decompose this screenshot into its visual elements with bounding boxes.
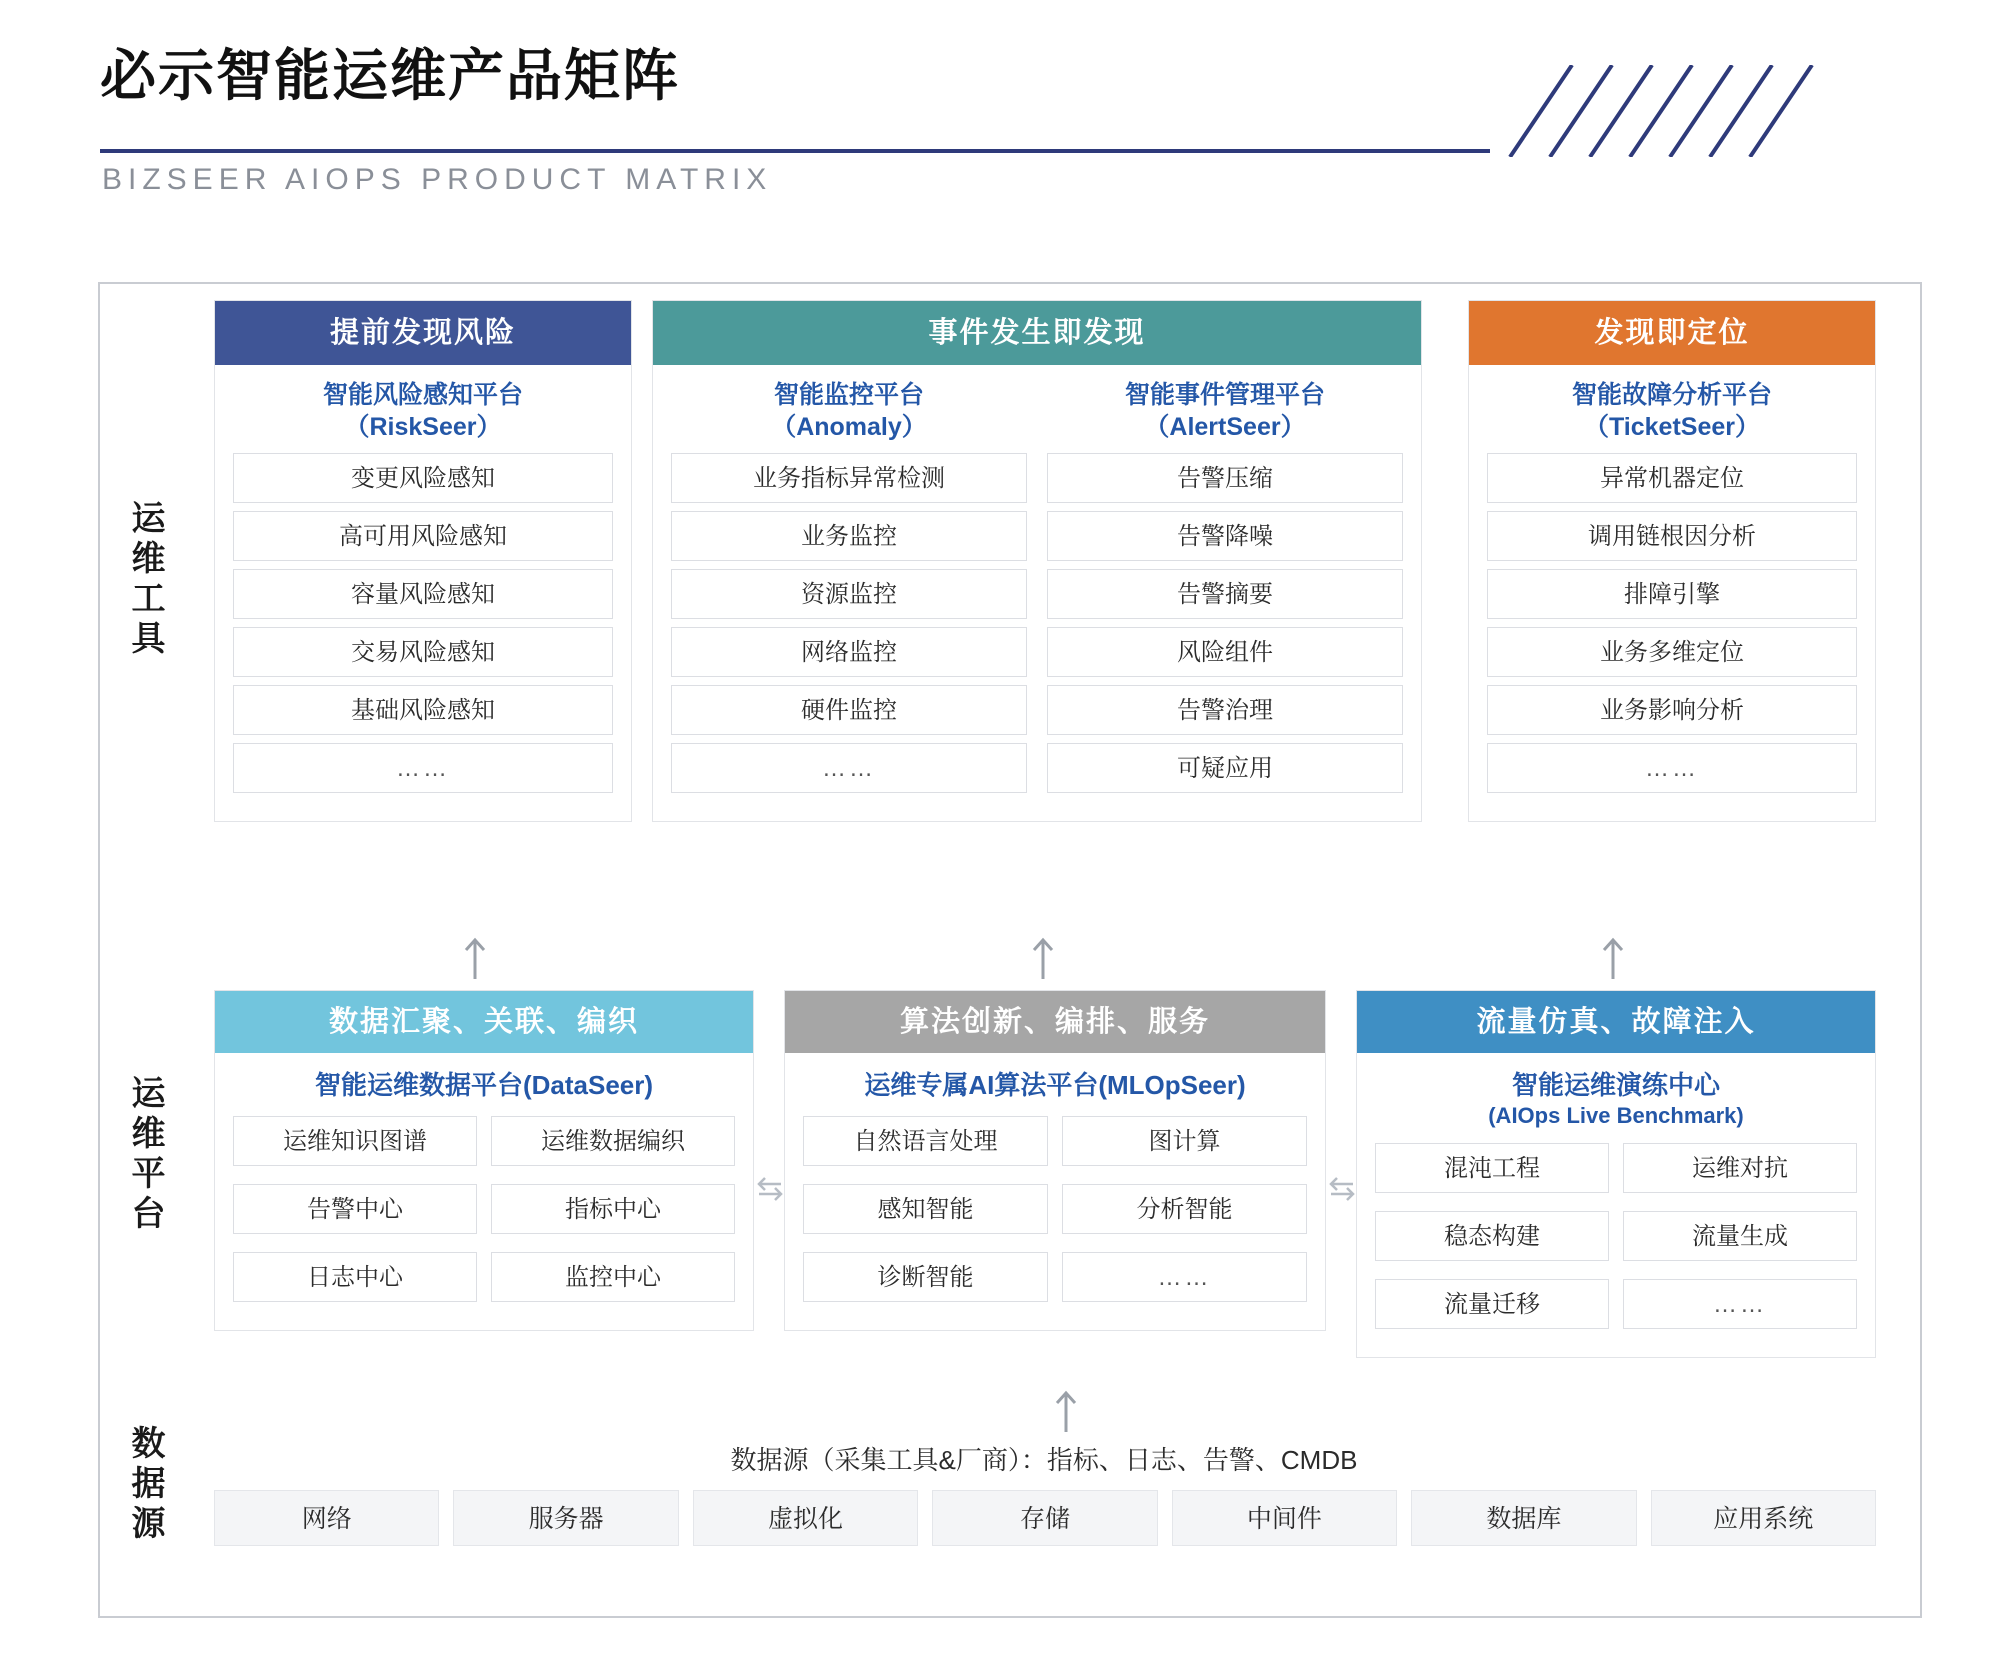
capability-chip-more[interactable]: …… [671, 743, 1027, 793]
column-title-line1: 智能监控平台 [773, 381, 924, 409]
column-title [233, 379, 613, 443]
hatch-decoration-icon [1500, 65, 1900, 157]
data-source-chip[interactable]: 网络 [214, 1490, 439, 1546]
platform-drill-center [1356, 990, 1876, 1358]
platform-drill-title [1357, 1053, 1875, 1133]
platform-title-text: 智能运维演练中心 [1511, 1070, 1720, 1100]
column-title-line1: 智能风险感知平台 [322, 381, 523, 409]
capability-chip-more[interactable]: …… [233, 743, 613, 793]
pillar-locate-header: 发现即定位 [1469, 301, 1875, 365]
capability-chip[interactable]: 业务监控 [671, 511, 1027, 561]
column-title-line2: （TicketSeer） [1583, 413, 1760, 441]
capability-chip[interactable]: 高可用风险感知 [233, 511, 613, 561]
capability-chip[interactable]: 可疑应用 [1047, 743, 1403, 793]
capability-chip[interactable]: 风险组件 [1047, 627, 1403, 677]
platform-capability-chip[interactable]: 运维知识图谱 [233, 1116, 477, 1166]
platform-capability-chip[interactable]: 日志中心 [233, 1252, 477, 1302]
capability-chip-more[interactable]: …… [1487, 743, 1857, 793]
title-divider [100, 149, 1490, 153]
platform-dataseer-header: 数据汇聚、关联、编织 [215, 991, 753, 1053]
capability-chip[interactable]: 交易风险感知 [233, 627, 613, 677]
pillar-event-column-anomaly [671, 379, 1027, 801]
platform-capability-chip[interactable]: 指标中心 [491, 1184, 735, 1234]
capability-chip[interactable]: 排障引擎 [1487, 569, 1857, 619]
platform-capability-chip[interactable]: 诊断智能 [803, 1252, 1048, 1302]
platform-dataseer [214, 990, 754, 1331]
arrow-up-icon [1600, 935, 1626, 979]
column-title [671, 379, 1027, 443]
column-title-line2: （AlertSeer） [1144, 413, 1306, 441]
column-title-line2: （RiskSeer） [344, 413, 502, 441]
platform-capability-chip[interactable]: 混沌工程 [1375, 1143, 1609, 1193]
platform-title-text: 智能运维数据平台(DataSeer) [314, 1070, 654, 1100]
capability-chip[interactable]: 资源监控 [671, 569, 1027, 619]
arrow-up-icon [1053, 1388, 1079, 1432]
data-source-caption: 数据源（采集工具&厂商）：指标、日志、告警、CMDB [730, 1445, 1358, 1475]
pillar-event-column-alertseer [1047, 379, 1403, 801]
platform-capability-chip[interactable]: 流量生成 [1623, 1211, 1857, 1261]
platform-title-text: 运维专属AI算法平台(MLOpSeer) [864, 1070, 1246, 1100]
platform-dataseer-title [215, 1053, 753, 1106]
capability-chip[interactable]: 硬件监控 [671, 685, 1027, 735]
column-title-line1: 智能故障分析平台 [1571, 381, 1772, 409]
data-source-chip[interactable]: 存储 [932, 1490, 1157, 1546]
capability-chip[interactable]: 容量风险感知 [233, 569, 613, 619]
pillar-risk-column-riskseer [233, 379, 613, 801]
data-source-chip[interactable]: 虚拟化 [693, 1490, 918, 1546]
column-title [1047, 379, 1403, 443]
platform-capability-chip[interactable]: 稳态构建 [1375, 1211, 1609, 1261]
capability-chip[interactable]: 基础风险感知 [233, 685, 613, 735]
column-title [1487, 379, 1857, 443]
platform-capability-chip[interactable]: 监控中心 [491, 1252, 735, 1302]
side-label-source: 数据源 [126, 1425, 164, 1545]
pillar-locate [1468, 300, 1876, 822]
platform-capability-chip[interactable]: 运维数据编织 [491, 1116, 735, 1166]
column-title-line2: （Anomaly） [771, 413, 927, 441]
data-source-chip[interactable]: 中间件 [1172, 1490, 1397, 1546]
platform-capability-chip[interactable]: 图计算 [1062, 1116, 1307, 1166]
column-title-line1: 智能事件管理平台 [1124, 381, 1325, 409]
platform-capability-chip-more[interactable]: …… [1623, 1279, 1857, 1329]
data-source-chip[interactable]: 服务器 [453, 1490, 678, 1546]
platform-capability-chip-more[interactable]: …… [1062, 1252, 1307, 1302]
platform-mlopseer-title [785, 1053, 1325, 1106]
pillar-event [652, 300, 1422, 822]
capability-chip[interactable]: 异常机器定位 [1487, 453, 1857, 503]
page-header [100, 45, 1900, 205]
platform-mlopseer [784, 990, 1326, 1331]
capability-chip[interactable]: 业务多维定位 [1487, 627, 1857, 677]
exchange-arrows-icon [1328, 1175, 1356, 1211]
capability-chip[interactable]: 变更风险感知 [233, 453, 613, 503]
platform-capability-chip[interactable]: 分析智能 [1062, 1184, 1307, 1234]
page-title: 必示智能运维产品矩阵 [100, 44, 680, 107]
platform-capability-chip[interactable]: 运维对抗 [1623, 1143, 1857, 1193]
capability-chip[interactable]: 网络监控 [671, 627, 1027, 677]
capability-chip[interactable]: 告警压缩 [1047, 453, 1403, 503]
pillar-risk-header: 提前发现风险 [215, 301, 631, 365]
side-label-platform: 运维平台 [126, 1075, 164, 1235]
platform-title-subtext: (AIOps Live Benchmark) [1488, 1102, 1744, 1128]
page-subtitle: BIZSEER AIOPS PRODUCT MATRIX [102, 163, 773, 196]
platform-capability-chip[interactable]: 告警中心 [233, 1184, 477, 1234]
capability-chip[interactable]: 告警降噪 [1047, 511, 1403, 561]
capability-chip[interactable]: 告警摘要 [1047, 569, 1403, 619]
platform-capability-chip[interactable]: 流量迁移 [1375, 1279, 1609, 1329]
arrow-up-icon [462, 935, 488, 979]
data-source-chip[interactable]: 应用系统 [1651, 1490, 1876, 1546]
capability-chip[interactable]: 告警治理 [1047, 685, 1403, 735]
platform-drill-header: 流量仿真、故障注入 [1357, 991, 1875, 1053]
data-source-chip[interactable]: 数据库 [1411, 1490, 1636, 1546]
platform-capability-chip[interactable]: 感知智能 [803, 1184, 1048, 1234]
capability-chip[interactable]: 业务影响分析 [1487, 685, 1857, 735]
capability-chip[interactable]: 业务指标异常检测 [671, 453, 1027, 503]
side-label-tools: 运维工具 [126, 500, 164, 660]
pillar-locate-column-ticketseer [1487, 379, 1857, 801]
pillar-risk [214, 300, 632, 822]
platform-capability-chip[interactable]: 自然语言处理 [803, 1116, 1048, 1166]
exchange-arrows-icon [756, 1175, 784, 1211]
capability-chip[interactable]: 调用链根因分析 [1487, 511, 1857, 561]
arrow-up-icon [1030, 935, 1056, 979]
pillar-event-header: 事件发生即发现 [653, 301, 1421, 365]
data-source-list [214, 1490, 1876, 1546]
platform-mlopseer-header: 算法创新、编排、服务 [785, 991, 1325, 1053]
